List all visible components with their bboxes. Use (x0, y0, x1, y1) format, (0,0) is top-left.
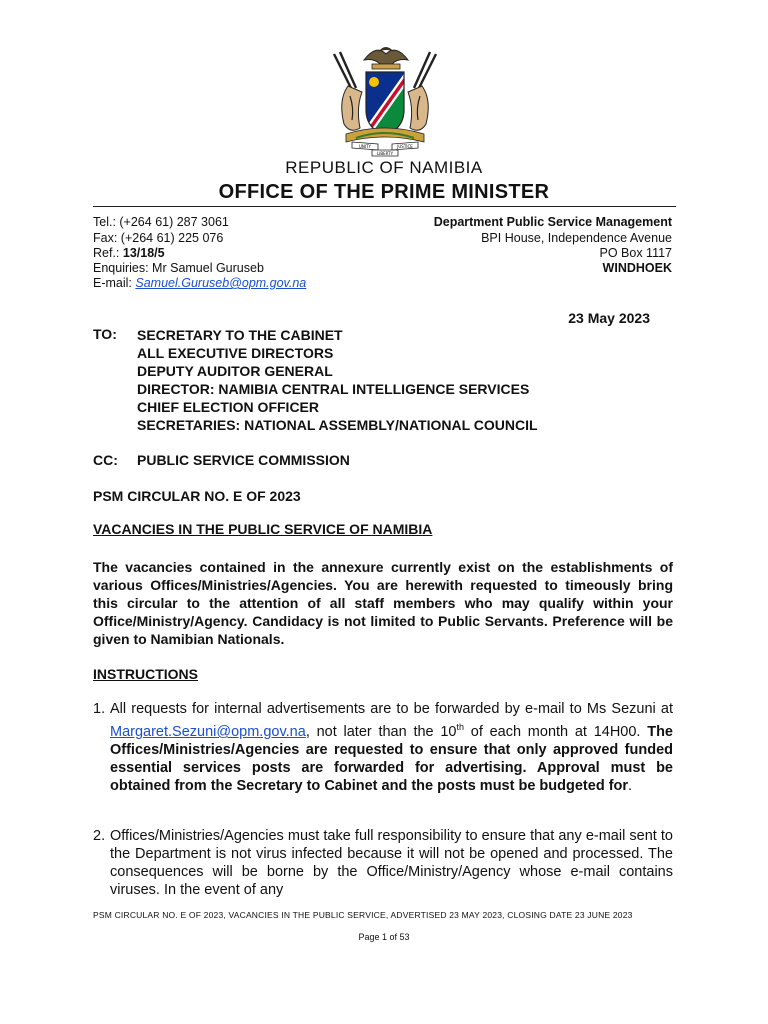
recipient-item: SECRETARY TO THE CABINET (137, 327, 343, 343)
address-building: BPI House, Independence Avenue (481, 231, 672, 245)
contact-email-link[interactable]: Samuel.Guruseb@opm.gov.na (135, 276, 307, 290)
crest-banner-left: UNITY (359, 144, 371, 149)
instructions-heading: INSTRUCTIONS (93, 666, 198, 682)
item1-text-a: All requests for internal advertisements are to be forwarded by e-mail to Ms Sezuni at (110, 701, 673, 717)
to-recipients (137, 326, 538, 434)
letter-date: 23 May 2023 (568, 310, 650, 326)
to-label: TO: (93, 326, 117, 342)
republic-title: REPUBLIC OF NAMIBIA (285, 158, 483, 177)
recipient-item: DEPUTY AUDITOR GENERAL (137, 363, 333, 379)
cc-label: CC: (93, 452, 118, 468)
item1-text-b: , not later than the 10 (305, 723, 457, 740)
instruction-item-1 (93, 700, 673, 795)
instruction-item-2 (93, 827, 673, 899)
address-city: WINDHOEK (602, 261, 672, 275)
office-title: OFFICE OF THE PRIME MINISTER (218, 181, 550, 203)
circular-number: PSM CIRCULAR NO. E OF 2023 (93, 488, 301, 504)
page-footer: PSM CIRCULAR NO. E OF 2023, VACANCIES IN THE PUBLIC SERVICE, ADVERTISED 23 MAY 2023, CLOSING DATE 23 JUNE 2023 (93, 910, 633, 920)
ref-label: Ref.: (93, 246, 123, 260)
page-number: Page 1 of 53 (358, 932, 410, 942)
address-box: PO Box 1117 (599, 246, 672, 260)
item1-end: . (628, 777, 633, 794)
recipient-item: ALL EXECUTIVE DIRECTORS (137, 345, 334, 361)
contact-ref (93, 245, 165, 261)
item-number: 2. (93, 828, 106, 844)
crest-banner-right: JUSTICE (397, 144, 413, 149)
recipient-item: SECRETARIES: NATIONAL ASSEMBLY/NATIONAL COUNCIL (137, 417, 538, 433)
item-number: 1. (93, 701, 106, 717)
address-department: Department Public Service Management (433, 215, 672, 229)
header-rule (93, 206, 676, 207)
item1-bold-text: The Offices/Ministries/Agencies are requested to ensure that only approved funded essential services posts are forwarded for advertising. Approval must be obtained from the Secretary to Cabinet and the posts must be budgeted for (110, 723, 673, 794)
contact-enquiries: Enquiries: Mr Samuel Guruseb (93, 261, 264, 275)
recipient-item: DIRECTOR: NAMIBIA CENTRAL INTELLIGENCE SERVICES (137, 381, 530, 397)
contact-fax: Fax: (+264 61) 225 076 (93, 231, 224, 245)
crest-banner-bottom: LIBERTY (376, 151, 394, 156)
contact-email (93, 275, 306, 291)
contact-tel: Tel.: (+264 61) 287 3061 (93, 215, 229, 229)
item1-text-c: of each month at 14H00. (464, 723, 648, 740)
sezuni-email-link[interactable]: Margaret.Sezuni@opm.gov.na (110, 723, 306, 740)
item1-sup: th (456, 722, 464, 732)
email-label: E-mail: (93, 276, 136, 290)
item2-text: Offices/Ministries/Agencies must take full responsibility to ensure that any e-mail sent to the Department is not virus infected because it will not be opened and processed. The consequences will be borne by the Office/Ministry/Agency whose e-mail contains viruses. In the event of any (110, 828, 673, 898)
namibia-coat-of-arms-icon (326, 38, 444, 160)
recipient-item: CHIEF ELECTION OFFICER (137, 399, 319, 415)
intro-paragraph: The vacancies contained in the annexure currently exist on the establishments of various Offices/Ministries/Agencies. You are herewith requested to timeously bring this circular to the attention of all staff members who may qualify within your Office/Ministry/Agency. Candidacy is not limited to Public Servants. Preference will be given to Namibian Nationals. (93, 559, 673, 647)
cc-value: PUBLIC SERVICE COMMISSION (137, 452, 350, 468)
subject-heading: VACANCIES IN THE PUBLIC SERVICE OF NAMIBIA (93, 521, 433, 537)
ref-value: 13/18/5 (122, 246, 165, 260)
